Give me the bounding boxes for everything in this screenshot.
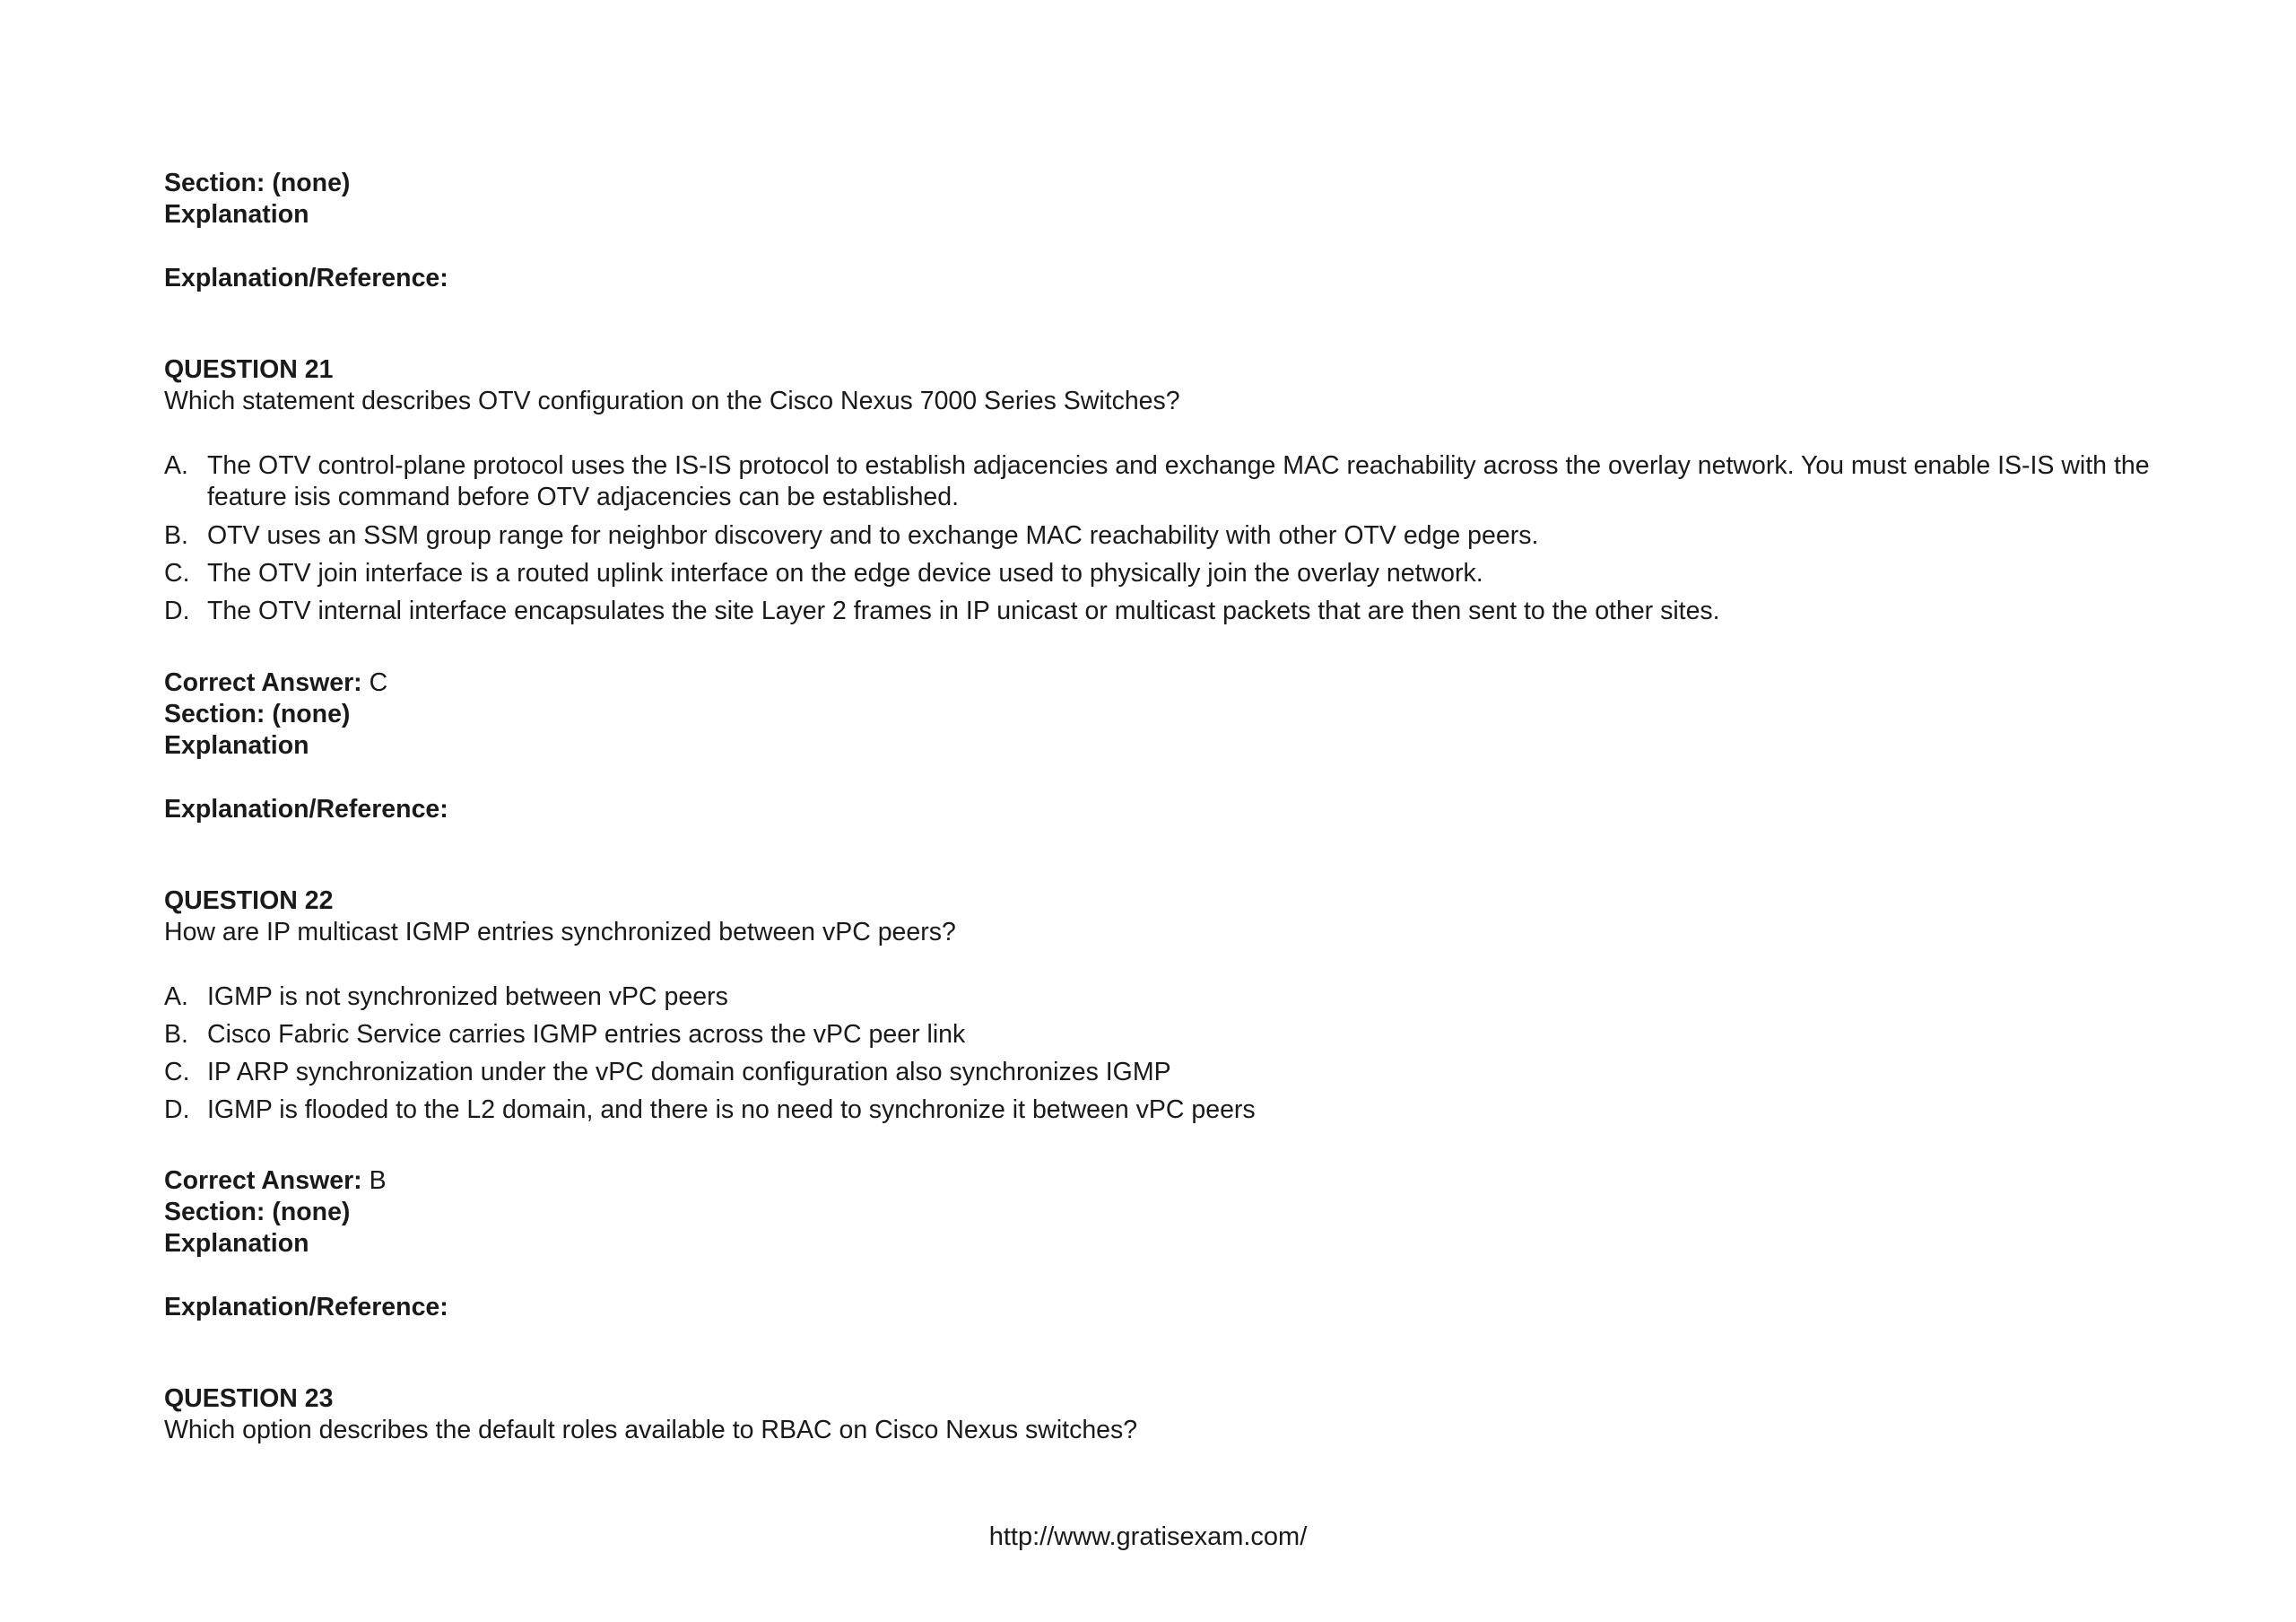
option-letter: D. (164, 597, 190, 625)
question-text: Which option describes the default roles available to RBAC on Cisco Nexus switches? (164, 1416, 1138, 1444)
question-text: Which statement describes OTV configuration on the Cisco Nexus 7000 Series Switches? (164, 387, 1180, 415)
explanation-reference-label: Explanation/Reference: (164, 264, 448, 292)
footer-url: http://www.gratisexam.com/ (988, 1522, 1308, 1551)
correct-answer (164, 670, 387, 696)
section-label: Section: (none) (164, 1198, 351, 1226)
option-letter: B. (164, 521, 188, 550)
explanation-reference-label: Explanation/Reference: (164, 795, 448, 824)
question-text: How are IP multicast IGMP entries synchronized between vPC peers? (164, 918, 956, 946)
question-title: QUESTION 22 (164, 886, 334, 915)
answer-option (164, 520, 1539, 552)
option-text: OTV uses an SSM group range for neighbor discovery and to exchange MAC reachability with other OTV edge peers. (207, 521, 1539, 550)
section-label: Section: (none) (164, 700, 351, 728)
correct-answer-value: C (369, 668, 388, 697)
answer-option (164, 1019, 966, 1051)
answer-option (164, 558, 1483, 589)
option-letter: B. (164, 1020, 188, 1049)
answer-option (164, 1094, 1256, 1126)
option-letter: C. (164, 1058, 190, 1086)
answer-option (164, 981, 728, 1013)
option-text: IP ARP synchronization under the vPC domain configuration also synchronizes IGMP (207, 1058, 1171, 1086)
answer-option (164, 596, 1720, 627)
explanation-label: Explanation (164, 200, 309, 229)
explanation-label: Explanation (164, 731, 309, 760)
question-title: QUESTION 21 (164, 355, 334, 384)
option-text: IGMP is flooded to the L2 domain, and there is no need to synchronize it between vPC peers (207, 1095, 1256, 1124)
option-letter: C. (164, 559, 190, 588)
question-title: QUESTION 23 (164, 1384, 334, 1413)
option-letter: A. (164, 451, 188, 480)
explanation-label: Explanation (164, 1229, 309, 1258)
option-text: IGMP is not synchronized between vPC peers (207, 982, 728, 1011)
option-text: Cisco Fabric Service carries IGMP entries across the vPC peer link (207, 1020, 966, 1049)
option-text: The OTV join interface is a routed uplink interface on the edge device used to physically join the overlay network. (207, 559, 1483, 588)
correct-answer (164, 1168, 387, 1194)
answer-option (164, 450, 2150, 511)
option-text: The OTV internal interface encapsulates the site Layer 2 frames in IP unicast or multicast packets that are then sent to the other sites. (207, 597, 1720, 625)
explanation-reference-label: Explanation/Reference: (164, 1293, 448, 1321)
correct-answer-label: Correct Answer: (164, 668, 362, 697)
section-label: Section: (none) (164, 169, 351, 197)
answer-option (164, 1057, 1171, 1088)
option-text: The OTV control-plane protocol uses the IS-IS protocol to establish adjacencies and exchange MAC reachability across the overlay network. You must enable IS-IS with the feature isis command before OTV adjacencies can be established. (207, 451, 2150, 511)
option-letter: A. (164, 982, 188, 1011)
correct-answer-label: Correct Answer: (164, 1166, 362, 1195)
option-letter: D. (164, 1095, 190, 1124)
correct-answer-value: B (369, 1166, 387, 1195)
